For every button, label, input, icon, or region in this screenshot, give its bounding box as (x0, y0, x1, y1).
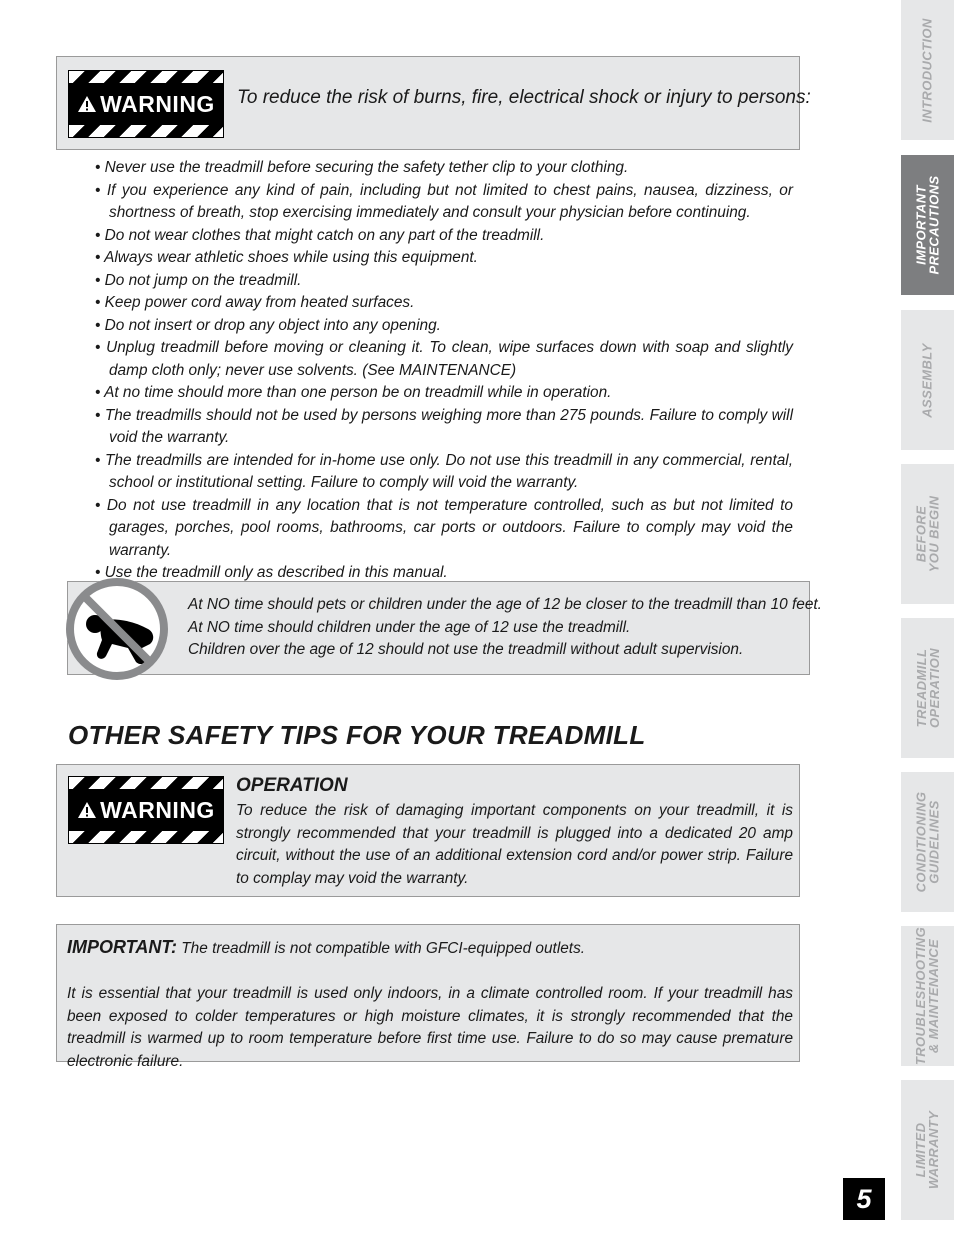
important-box (56, 924, 800, 1070)
page-number: 5 (843, 1178, 885, 1220)
warning-label: WARNING (100, 90, 215, 117)
warning-badge (68, 70, 224, 138)
list-item: • Do not insert or drop any object into any opening. (95, 316, 441, 334)
warning-triangle-icon (77, 95, 97, 113)
tab-treadmill-operation[interactable] (901, 618, 954, 758)
notice-line: At NO time should children under the age of 12 use the treadmill. (188, 618, 631, 636)
tab-label: TREADMILL OPERATION (913, 648, 942, 728)
warning-badge (68, 776, 224, 844)
list-item: • Keep power cord away from heated surfaces. (95, 294, 415, 311)
list-item: • Do not use treadmill in any location that is not temperature controlled, such as but not limited to garages, porches, pool rooms, bathrooms, car ports or outdoors. Failure to comply may void the warranty. (95, 496, 793, 559)
no-children-icon (62, 574, 172, 684)
notice-line: At NO time should pets or children under the age of 12 be closer to the treadmill than 10 feet. (188, 596, 822, 613)
list-item: • Never use the treadmill before securing the safety tether clip to your clothing. (95, 159, 629, 176)
list-item: • Do not wear clothes that might catch on any part of the treadmill. (95, 226, 545, 244)
tab-limited-warranty[interactable] (901, 1080, 954, 1220)
tab-label: BEFORE YOU BEGIN (913, 495, 942, 573)
warning-box-general (56, 56, 811, 150)
warning-triangle-icon (77, 801, 97, 819)
important-text: The treadmill is not compatible with GFCI-equipped outlets. (177, 940, 586, 957)
tab-important-precautions[interactable] (901, 155, 954, 295)
notice-line: Children over the age of 12 should not use the treadmill without adult supervision. (188, 641, 744, 658)
list-item: • If you experience any kind of pain, including but not limited to chest pains, nausea, dizziness, or shortness of breath, stop exercising immediately and consult your physician before continuing. (95, 181, 793, 221)
warning-label: WARNING (100, 796, 215, 823)
list-item: • Always wear athletic shoes while using this equipment. (95, 249, 478, 266)
tab-label: LIMITED WARRANTY (913, 1110, 942, 1190)
tab-conditioning-guidelines[interactable] (901, 772, 954, 912)
list-item: • Do not jump on the treadmill. (95, 271, 302, 289)
precautions-list (95, 157, 793, 585)
list-item: • Unplug treadmill before moving or cleaning it. To clean, wipe surfaces down with soap and slightly damp cloth only; never use solvents. (See MAINTENANCE) (95, 339, 793, 379)
tab-label: CONDITIONING GUIDELINES (913, 791, 942, 893)
important-note (67, 936, 793, 961)
children-notice-text (188, 594, 822, 662)
tab-troubleshooting-maintenance[interactable] (901, 926, 954, 1066)
operation-body: To reduce the risk of damaging important components on your treadmill, it is strongly recommended that your treadmill is plugged into a dedicated 20 amp circuit, without the use of an additional extension cord and/or power strip. Failure to complay may void the warranty. (236, 802, 793, 887)
list-item: • Use the treadmill only as described in this manual. (95, 564, 448, 581)
important-label: IMPORTANT: (67, 937, 177, 957)
list-item: • The treadmills should not be used by persons weighing more than 275 pounds. Failure to comply will void the warranty. (95, 406, 793, 446)
tab-label: ASSEMBLY (920, 342, 935, 418)
section-title: OTHER SAFETY TIPS FOR YOUR TREADMILL (68, 720, 646, 750)
tab-assembly[interactable] (901, 310, 954, 450)
tab-label: INTRODUCTION (920, 17, 935, 123)
children-notice-box (67, 581, 822, 675)
tab-before-you-begin[interactable] (901, 464, 954, 604)
tab-introduction[interactable] (901, 0, 954, 140)
warning-intro-text: To reduce the risk of burns, fire, electrical shock or injury to persons: (237, 87, 811, 108)
warning-box-operation (56, 764, 800, 897)
tab-label: TROUBLESHOOTING & MAINTENANCE (913, 926, 942, 1066)
list-item: • At no time should more than one person be on treadmill while in operation. (95, 384, 612, 401)
operation-heading: OPERATION (236, 775, 348, 796)
important-paragraph: It is essential that your treadmill is used only indoors, in a climate controlled room. If your treadmill has been exposed to colder temperatures or high moisture climates, it is strongly recommended that the treadmill is warmed up to room temperature before first time use. Failure to do so may cause premature electronic failure. (67, 985, 793, 1070)
list-item: • The treadmills are intended for in-home use only. Do not use this treadmill in any commercial, rental, school or institutional setting. Failure to comply will void the warranty. (95, 451, 793, 491)
tab-label: IMPORTANT PRECAUTIONS (913, 175, 942, 275)
